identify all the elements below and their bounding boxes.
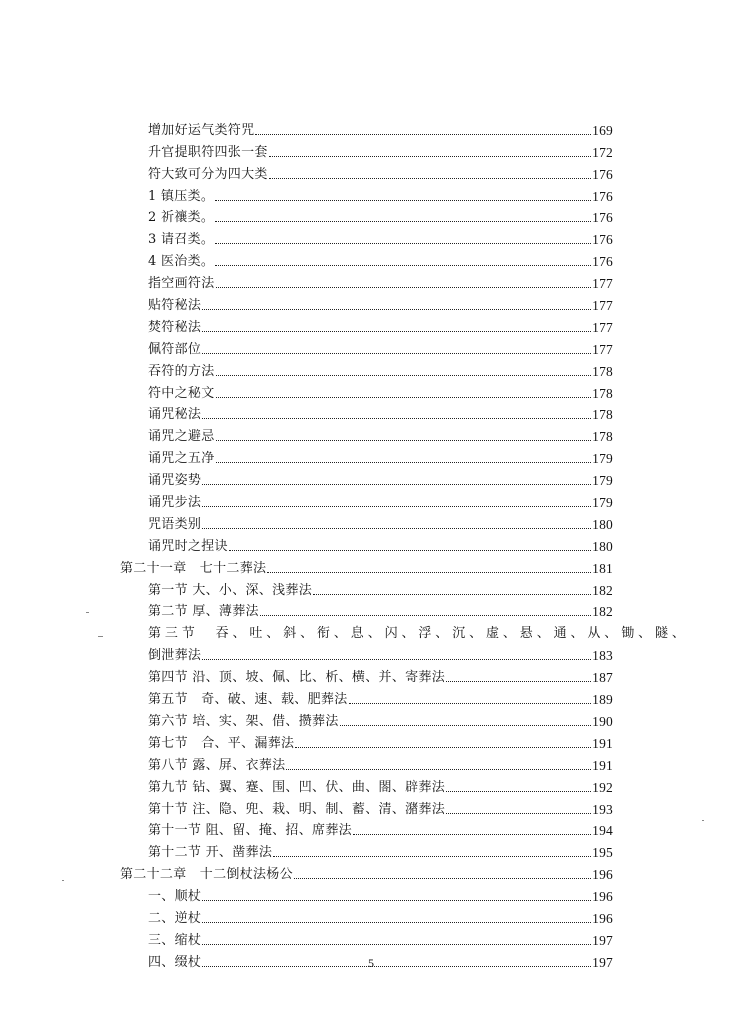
dot-leader: [353, 834, 591, 835]
toc-entry-page: 196: [592, 889, 613, 905]
toc-entry-title: 二、逆杖: [148, 910, 202, 926]
toc-entry-title: 2 祈禳类。: [148, 210, 215, 226]
toc-entry: [148, 927, 613, 949]
dot-leader: [273, 856, 591, 857]
dot-leader: [446, 791, 591, 792]
dot-leader: [202, 418, 591, 419]
dot-leader: [295, 747, 591, 748]
toc-entry: [148, 774, 613, 796]
toc-entry-page: 178: [592, 385, 613, 401]
toc-entry-title: 一、顺杖: [148, 889, 202, 905]
toc-entry: [148, 620, 689, 642]
toc-entry-page: 192: [592, 779, 613, 795]
dot-leader: [215, 200, 591, 201]
toc-entry-page: 176: [592, 254, 613, 270]
toc-entry-page: 187: [592, 670, 613, 686]
dot-leader: [202, 506, 591, 507]
toc-entry-page: 195: [592, 845, 613, 861]
toc-entry-page: 183: [592, 648, 613, 664]
dot-leader: [202, 528, 591, 529]
toc-entry-title: 第七节 合、平、漏葬法: [148, 735, 295, 751]
toc-entry-title: 贴符秘法: [148, 298, 202, 314]
toc-entry: [148, 445, 613, 467]
toc-entry-page: 189: [592, 692, 613, 708]
dot-leader: [202, 484, 591, 485]
toc-entry-page: 182: [592, 582, 613, 598]
toc-entry-title: 第二十一章 七十二葬法: [120, 560, 267, 576]
dot-leader: [216, 440, 592, 441]
toc-entry: [148, 818, 613, 840]
dot-leader: [216, 397, 592, 398]
toc-entry: [148, 336, 613, 358]
toc-entry: [148, 533, 613, 555]
toc-entry-page: 190: [592, 713, 613, 729]
toc-entry: [148, 380, 613, 402]
dot-leader: [202, 331, 591, 332]
dot-leader: [313, 594, 591, 595]
toc-entry-page: 180: [592, 516, 613, 532]
toc-entry-page: 179: [592, 451, 613, 467]
toc-entry-title: 第二十二章 十二倒杖法杨公: [120, 867, 293, 883]
toc-entry-title: 第十一节 阻、留、掩、招、席葬法: [148, 823, 352, 839]
dot-leader: [202, 944, 591, 945]
toc-entry-title: 符大致可分为四大类: [148, 166, 268, 182]
toc-entry-page: 178: [592, 407, 613, 423]
toc-entry-title: 第十二节 开、凿葬法: [148, 845, 273, 861]
dot-leader: [255, 134, 591, 135]
toc-entry-title: 指空画符法: [148, 276, 215, 292]
dot-leader: [349, 703, 592, 704]
toc-entry-title: 第三节 吞、吐、斜、衔、息、闪、浮、沉、虚、悬、通、从、锄、隧、: [148, 626, 689, 642]
toc-entry-page: 177: [592, 319, 613, 335]
toc-entry-page: 176: [592, 166, 613, 182]
toc-entry: [148, 205, 613, 227]
toc-entry-title: 三、缩杖: [148, 932, 202, 948]
toc-entry-page: 176: [592, 232, 613, 248]
toc-entry-title: 3 请召类。: [148, 232, 215, 248]
toc-entry: [148, 358, 613, 380]
toc-entry: [148, 642, 613, 664]
toc-entry-page: 181: [592, 560, 613, 576]
dot-leader: [446, 681, 591, 682]
toc-entry-page: 182: [592, 604, 613, 620]
toc-entry-title: 升官提职符四张一套: [148, 144, 268, 160]
toc-entry: [148, 839, 613, 861]
toc-entry: [148, 708, 613, 730]
toc-entry-title: 诵咒时之捏诀: [148, 538, 228, 554]
dot-leader: [229, 550, 591, 551]
toc-entry: [148, 183, 613, 205]
dot-leader: [202, 900, 591, 901]
toc-entry-page: 194: [592, 823, 613, 839]
dot-leader: [215, 221, 591, 222]
toc-entry-title: 增加好运气类符咒: [148, 122, 255, 138]
toc-entry-title: 诵咒秘法: [148, 407, 202, 423]
toc-entry: [120, 555, 613, 577]
toc-entry: [148, 752, 613, 774]
toc-entry-title: 倒泄葬法: [148, 648, 202, 664]
toc-entry-title: 焚符秘法: [148, 319, 202, 335]
toc-entry-title: 第六节 培、实、架、借、攒葬法: [148, 713, 339, 729]
toc-entry: [148, 883, 613, 905]
toc-entry-page: 178: [592, 363, 613, 379]
toc-entry-title: 吞符的方法: [148, 363, 215, 379]
toc-entry: [148, 161, 613, 183]
dot-leader: [216, 375, 592, 376]
scan-speck: [702, 820, 704, 821]
scan-speck: [86, 612, 89, 613]
toc-entry-title: 第九节 钻、翼、蹇、围、凹、伏、曲、閤、辟葬法: [148, 779, 446, 795]
toc-entry: [148, 730, 613, 752]
toc-entry: [148, 270, 613, 292]
dot-leader: [202, 309, 591, 310]
scan-speck: [62, 880, 64, 881]
toc-entry-title: 诵咒姿势: [148, 473, 202, 489]
toc-entry: [148, 664, 613, 686]
toc-entry-title: 4 医治类。: [148, 254, 215, 270]
dot-leader: [446, 813, 591, 814]
toc-entry-page: 196: [592, 867, 613, 883]
toc-entry-page: 179: [592, 495, 613, 511]
dot-leader: [202, 353, 591, 354]
toc-entry-title: 第十节 注、隐、兜、栽、明、制、蓄、清、潴葬法: [148, 801, 446, 817]
toc-entry-page: 197: [592, 932, 613, 948]
toc-entry-title: 第四节 沿、顶、坡、佩、比、析、横、并、寄葬法: [148, 670, 446, 686]
toc-entry-page: 177: [592, 298, 613, 314]
toc-entry: [148, 226, 613, 248]
toc-entry: [148, 489, 613, 511]
toc-entry: [148, 292, 613, 314]
toc-entry-page: 191: [592, 735, 613, 751]
dot-leader: [260, 615, 591, 616]
dot-leader: [202, 659, 591, 660]
toc-entry-title: 四、缀杖: [148, 954, 202, 970]
toc-entry: [148, 117, 613, 139]
toc-entry-title: 第二节 厚、薄葬法: [148, 604, 259, 620]
table-of-contents: [0, 117, 742, 971]
toc-entry: [148, 686, 613, 708]
scan-speck: [98, 636, 103, 637]
toc-entry-page: 176: [592, 188, 613, 204]
toc-entry: [148, 423, 613, 445]
toc-entry: [148, 467, 613, 489]
dot-leader: [294, 878, 591, 879]
toc-entry: [148, 577, 613, 599]
toc-entry-page: 180: [592, 538, 613, 554]
toc-entry-page: 176: [592, 210, 613, 226]
toc-entry-page: 172: [592, 144, 613, 160]
toc-entry: [148, 905, 613, 927]
toc-entry: [148, 511, 613, 533]
toc-entry-title: 第一节 大、小、深、浅葬法: [148, 582, 313, 598]
toc-entry-page: 196: [592, 910, 613, 926]
toc-entry-title: 佩符部位: [148, 341, 202, 357]
dot-leader: [215, 265, 591, 266]
toc-entry: [148, 314, 613, 336]
toc-entry-title: 1 镇压类。: [148, 188, 215, 204]
toc-entry-page: 178: [592, 429, 613, 445]
page-number: 5: [368, 956, 374, 970]
toc-entry-title: 第五节 奇、破、速、载、肥葬法: [148, 692, 348, 708]
dot-leader: [286, 769, 591, 770]
dot-leader: [267, 572, 591, 573]
toc-entry-page: 177: [592, 341, 613, 357]
toc-entry-title: 诵咒之五净: [148, 451, 215, 467]
toc-entry-page: 177: [592, 276, 613, 292]
toc-entry-title: 诵咒之避忌: [148, 429, 215, 445]
toc-entry: [148, 796, 613, 818]
toc-entry-page: 191: [592, 757, 613, 773]
toc-entry-title: 咒语类别: [148, 516, 202, 532]
toc-entry-page: 179: [592, 473, 613, 489]
dot-leader: [216, 287, 592, 288]
dot-leader: [340, 725, 592, 726]
toc-entry: [120, 861, 613, 883]
toc-entry-page: 193: [592, 801, 613, 817]
dot-leader: [269, 156, 591, 157]
toc-entry-title: 符中之秘文: [148, 385, 215, 401]
toc-entry-title: 诵咒步法: [148, 495, 202, 511]
toc-entry: [148, 402, 613, 424]
toc-entry-page: 169: [592, 122, 613, 138]
dot-leader: [215, 243, 591, 244]
dot-leader: [269, 178, 591, 179]
toc-entry-title: 第八节 露、屏、衣葬法: [148, 757, 286, 773]
toc-entry: [148, 248, 613, 270]
dot-leader: [202, 922, 591, 923]
toc-entry: [148, 139, 613, 161]
toc-entry: [148, 599, 613, 621]
toc-entry-page: 197: [592, 954, 613, 970]
dot-leader: [216, 462, 592, 463]
